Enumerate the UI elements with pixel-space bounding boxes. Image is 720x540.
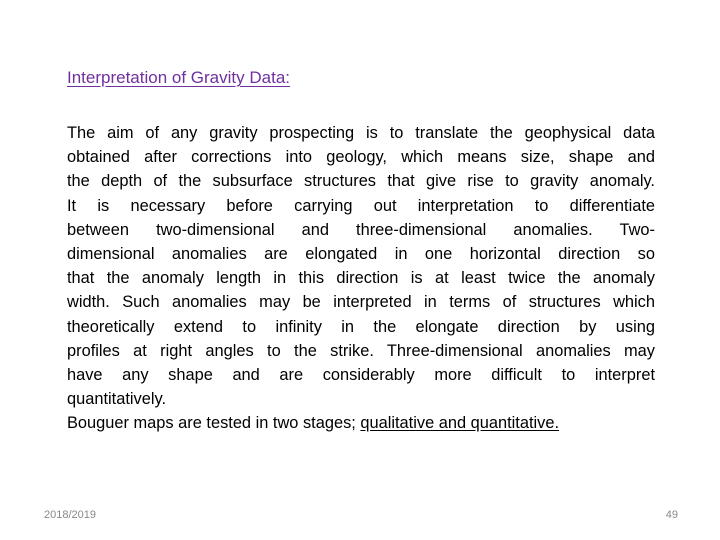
last-line-emphasis: qualitative and quantitative. [360, 414, 560, 433]
body-line: It is necessary before carrying out interpretation to differentiate [67, 196, 655, 215]
footer-date: 2018/2019 [44, 509, 96, 521]
body-line: quantitatively. [67, 390, 167, 409]
body-line: The aim of any gravity prospecting is to translate the geophysical data [67, 124, 655, 142]
last-line-prefix: Bouguer maps are tested in two stages; [67, 414, 361, 433]
body-line: theoretically extend to infinity in the elongate direction by using [67, 317, 655, 336]
body-line: have any shape and are considerably more difficult to interpret [67, 366, 655, 385]
body-line: width. Such anomalies may be interpreted in terms of structures which [67, 293, 655, 312]
page-number: 49 [665, 509, 678, 521]
body-last-line [67, 411, 655, 435]
body-line: between two-dimensional and three-dimensional anomalies. Two- [67, 220, 655, 239]
body-line: obtained after corrections into geology, which means size, shape and [67, 148, 655, 167]
body-line: dimensional anomalies are elongated in one horizontal direction so [67, 245, 655, 264]
body-line: the depth of the subsurface structures that give rise to gravity anomaly. [67, 172, 655, 191]
slide-title: Interpretation of Gravity Data: [67, 68, 290, 87]
body-text [67, 121, 655, 436]
body-line: profiles at right angles to the strike. Three-dimensional anomalies may [67, 341, 655, 360]
body-line: that the anomaly length in this direction is at least twice the anomaly [67, 269, 655, 288]
